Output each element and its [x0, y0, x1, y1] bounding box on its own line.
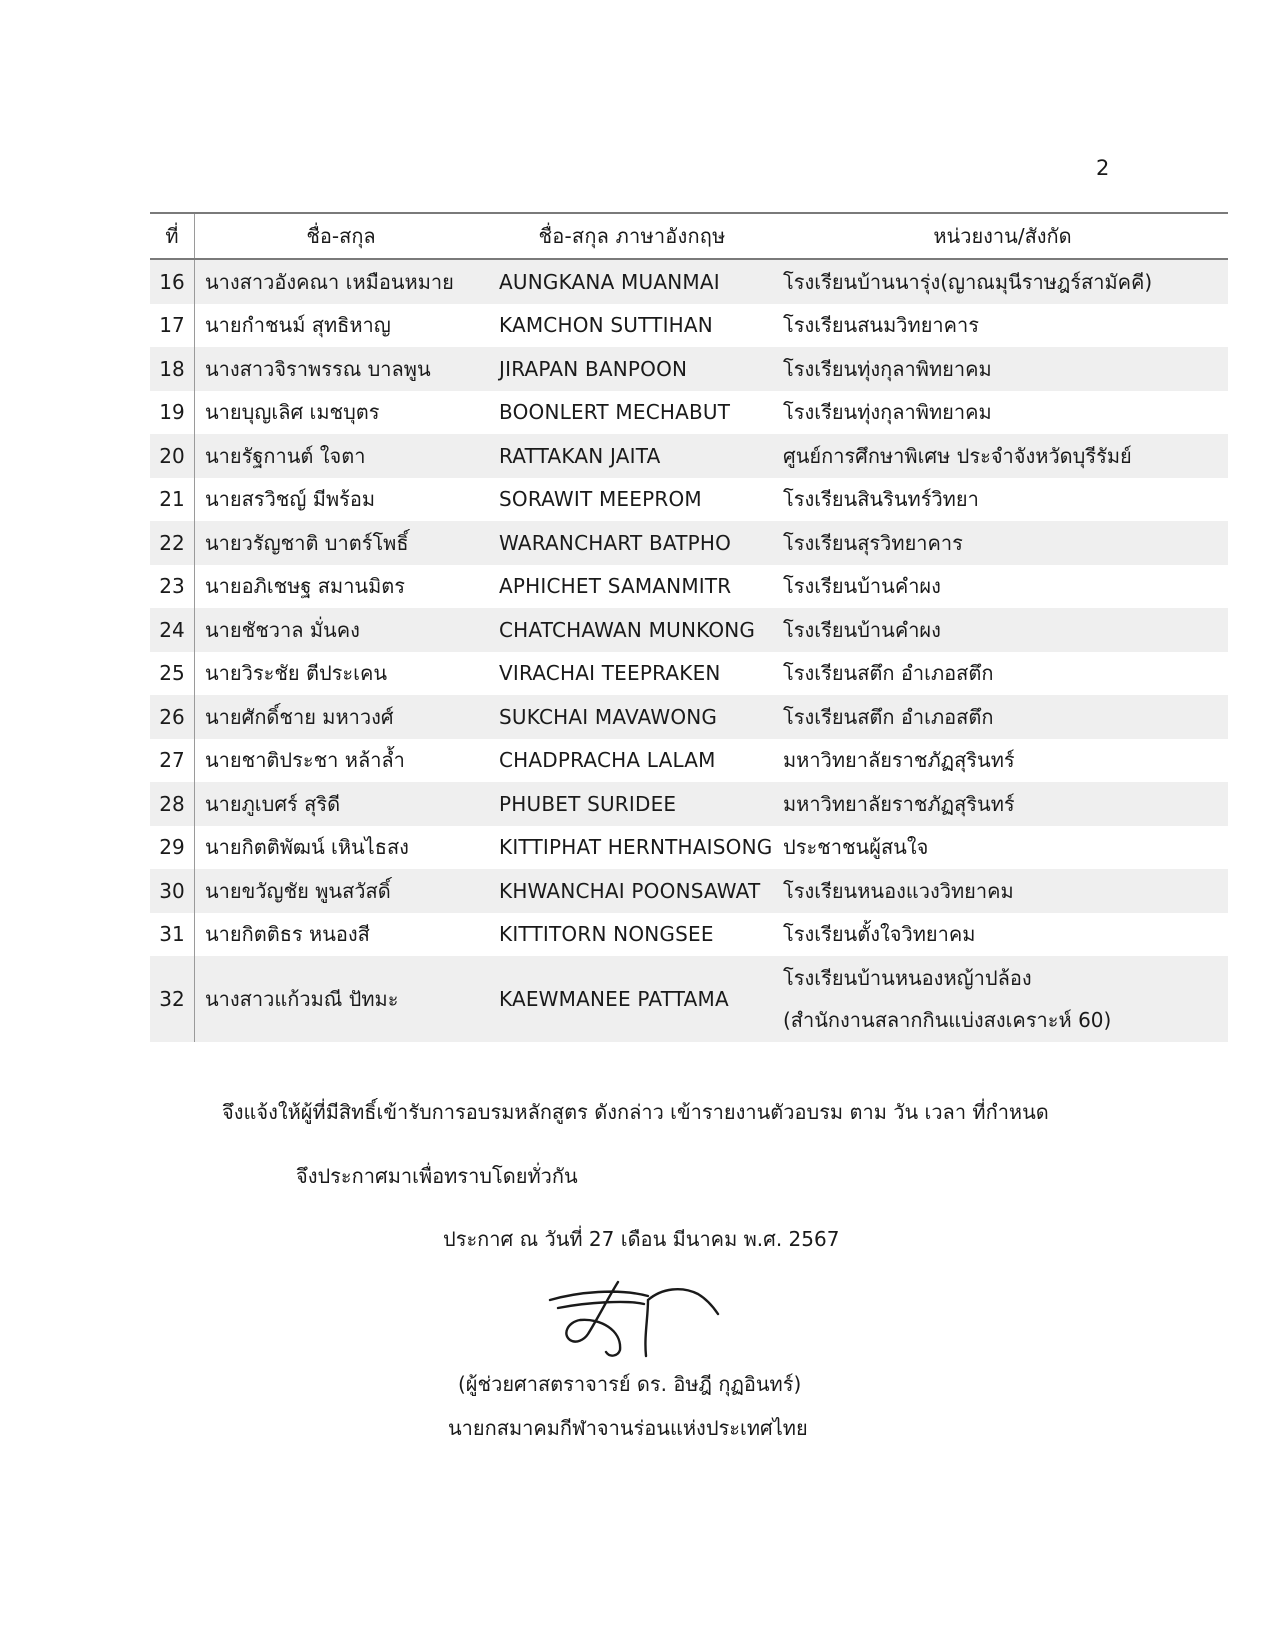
row-name: นายกิตติธร หนองสี — [205, 922, 370, 947]
row-name-en: KITTIPHAT HERNTHAISONG — [499, 835, 773, 860]
signer-name: (ผู้ช่วยศาสตราจารย์ ดร. อิษฎี กุฏอินทร์) — [458, 1372, 802, 1396]
table-body — [150, 260, 1228, 1042]
header-org: หน่วยงาน/สังกัด — [933, 224, 1072, 248]
row-name-en: JIRAPAN BANPOON — [499, 356, 688, 381]
row-name-en: PHUBET SURIDEE — [499, 791, 677, 816]
row-name: นายกิตติพัฒน์ เหินไธสง — [205, 835, 409, 860]
row-number: 23 — [150, 565, 195, 609]
row-org-line: โรงเรียนสนมวิทยาคาร — [783, 313, 979, 338]
table-row — [150, 608, 1228, 652]
row-name: นายอภิเชษฐ สมานมิตร — [205, 574, 406, 599]
row-number: 30 — [150, 869, 195, 913]
row-org-line: โรงเรียนตั้งใจวิทยาคม — [783, 922, 976, 947]
row-name: นายชัชวาล มั่นคง — [205, 617, 360, 642]
row-name-en: CHADPRACHA LALAM — [499, 748, 716, 773]
row-name: นายวรัญชาติ บาตร์โพธิ์ — [205, 530, 409, 555]
row-name-en: KHWANCHAI POONSAWAT — [499, 878, 761, 903]
row-name: นายวิระชัย ตีประเคน — [205, 661, 388, 686]
participants-table — [150, 212, 1228, 1042]
row-org-line: โรงเรียนสตึก อำเภอสตึก — [783, 704, 994, 729]
notice-text: จึงแจ้งให้ผู้ที่มีสิทธิ์เข้ารับการอบรมหลักสูตร ดังกล่าว เข้ารายงานตัวอบรม ตาม วัน เวลา ที่กำหนด — [222, 1100, 1049, 1124]
table-row — [150, 695, 1228, 739]
row-name-en: KAMCHON SUTTIHAN — [499, 313, 713, 338]
row-number: 28 — [150, 782, 195, 826]
signature — [548, 1278, 720, 1360]
row-org — [777, 565, 1228, 607]
row-org-line: ศูนย์การศึกษาพิเศษ ประจำจังหวัดบุรีรัมย์ — [783, 443, 1132, 468]
row-number: 18 — [150, 347, 195, 391]
row-org-line: โรงเรียนสตึก อำเภอสตึก — [783, 661, 994, 686]
table-row — [150, 652, 1228, 696]
row-name: นายกำชนม์ สุทธิหาญ — [205, 313, 391, 338]
row-name-en: WARANCHART BATPHO — [499, 530, 732, 555]
row-name-en: RATTAKAN JAITA — [499, 443, 661, 468]
announcement-date: ประกาศ ณ วันที่ 27 เดือน มีนาคม พ.ศ. 2567 — [443, 1227, 840, 1251]
row-name: นายบุญเลิศ เมชบุตร — [205, 400, 380, 425]
row-number: 22 — [150, 521, 195, 565]
row-org — [777, 522, 1228, 564]
row-name: นายสรวิชญ์ มีพร้อม — [205, 487, 376, 512]
row-number: 27 — [150, 739, 195, 783]
row-org — [777, 391, 1228, 433]
row-number: 19 — [150, 391, 195, 435]
row-org — [777, 261, 1228, 303]
row-org — [777, 913, 1228, 955]
row-name: นางสาวจิราพรรณ บาลพูน — [205, 356, 431, 381]
table-header — [150, 212, 1228, 260]
row-org — [777, 870, 1228, 912]
row-name: นายรัฐกานต์ ใจตา — [205, 443, 366, 468]
table-row — [150, 391, 1228, 435]
row-number: 31 — [150, 913, 195, 957]
signer-title: นายกสมาคมกีฬาจานร่อนแห่งประเทศไทย — [448, 1416, 808, 1440]
row-org — [777, 478, 1228, 520]
row-org — [777, 609, 1228, 651]
table-row — [150, 565, 1228, 609]
table-row — [150, 434, 1228, 478]
row-org — [777, 957, 1228, 1041]
row-org-line: โรงเรียนทุ่งกุลาพิทยาคม — [783, 356, 992, 381]
row-name: นางสาวแก้วมณี ปัทมะ — [205, 987, 399, 1011]
row-org — [777, 435, 1228, 477]
table-row — [150, 347, 1228, 391]
table-row — [150, 304, 1228, 348]
row-number: 25 — [150, 652, 195, 696]
row-org-line-2: (สำนักงานสลากกินแบ่งสงเคราะห์ 60) — [783, 1008, 1112, 1032]
table-row — [150, 913, 1228, 957]
row-number: 20 — [150, 434, 195, 478]
header-no: ที่ — [150, 214, 195, 258]
row-name-en: VIRACHAI TEEPRAKEN — [499, 661, 721, 686]
table-row — [150, 826, 1228, 870]
header-name: ชื่อ-สกุล — [306, 224, 376, 248]
row-org-line: โรงเรียนสุรวิทยาคาร — [783, 530, 963, 555]
row-org-line: มหาวิทยาลัยราชภัฏสุรินทร์ — [783, 748, 1015, 773]
row-org-line: โรงเรียนทุ่งกุลาพิทยาคม — [783, 400, 992, 425]
row-name-en: BOONLERT MECHABUT — [499, 400, 731, 425]
row-org — [777, 348, 1228, 390]
row-org — [777, 304, 1228, 346]
row-name-en: KAEWMANEE PATTAMA — [499, 987, 729, 1011]
row-org-line: มหาวิทยาลัยราชภัฏสุรินทร์ — [783, 791, 1015, 816]
row-number: 16 — [150, 260, 195, 304]
row-number: 24 — [150, 608, 195, 652]
row-name-en: CHATCHAWAN MUNKONG — [499, 617, 756, 642]
row-name-en: KITTITORN NONGSEE — [499, 922, 714, 947]
row-number: 26 — [150, 695, 195, 739]
row-org — [777, 652, 1228, 694]
table-row — [150, 260, 1228, 304]
row-org-line: โรงเรียนบ้านคำผง — [783, 574, 941, 599]
page-number: 2 — [1096, 156, 1110, 180]
announce-text: จึงประกาศมาเพื่อทราบโดยทั่วกัน — [296, 1164, 578, 1188]
row-name-en: SUKCHAI MAVAWONG — [499, 704, 718, 729]
row-org-line: โรงเรียนบ้านนารุ่ง(ญาณมุนีราษฎร์สามัคคี) — [783, 269, 1153, 294]
row-name-en: APHICHET SAMANMITR — [499, 574, 732, 599]
row-name-en: SORAWIT MEEPROM — [499, 487, 702, 512]
row-name: นายศักดิ์ชาย มหาวงศ์ — [205, 704, 394, 729]
row-number: 17 — [150, 304, 195, 348]
row-number: 29 — [150, 826, 195, 870]
row-name: นายชาติประชา หล้าล้ำ — [205, 748, 405, 773]
row-org — [777, 739, 1228, 781]
table-row — [150, 521, 1228, 565]
row-org — [777, 826, 1228, 868]
table-row — [150, 956, 1228, 1042]
row-org — [777, 696, 1228, 738]
row-org-line: โรงเรียนบ้านหนองหญ้าปล้อง — [783, 966, 1032, 990]
row-org-line: โรงเรียนสินรินทร์วิทยา — [783, 487, 979, 512]
row-org-line: โรงเรียนหนองแวงวิทยาคม — [783, 878, 1014, 903]
row-org — [777, 783, 1228, 825]
table-row — [150, 782, 1228, 826]
row-org-line: โรงเรียนบ้านคำผง — [783, 617, 941, 642]
row-name: นายขวัญชัย พูนสวัสดิ์ — [205, 878, 391, 903]
row-name-en: AUNGKANA MUANMAI — [499, 269, 720, 294]
row-org-line: ประชาชนผู้สนใจ — [783, 835, 929, 860]
table-row — [150, 869, 1228, 913]
row-name: นางสาวอังคณา เหมือนหมาย — [205, 269, 454, 294]
table-row — [150, 478, 1228, 522]
row-number: 21 — [150, 478, 195, 522]
row-name: นายภูเบศร์ สุริดี — [205, 791, 341, 816]
table-row — [150, 739, 1228, 783]
row-number: 32 — [150, 956, 195, 1042]
header-name-en: ชื่อ-สกุล ภาษาอังกฤษ — [538, 224, 726, 248]
